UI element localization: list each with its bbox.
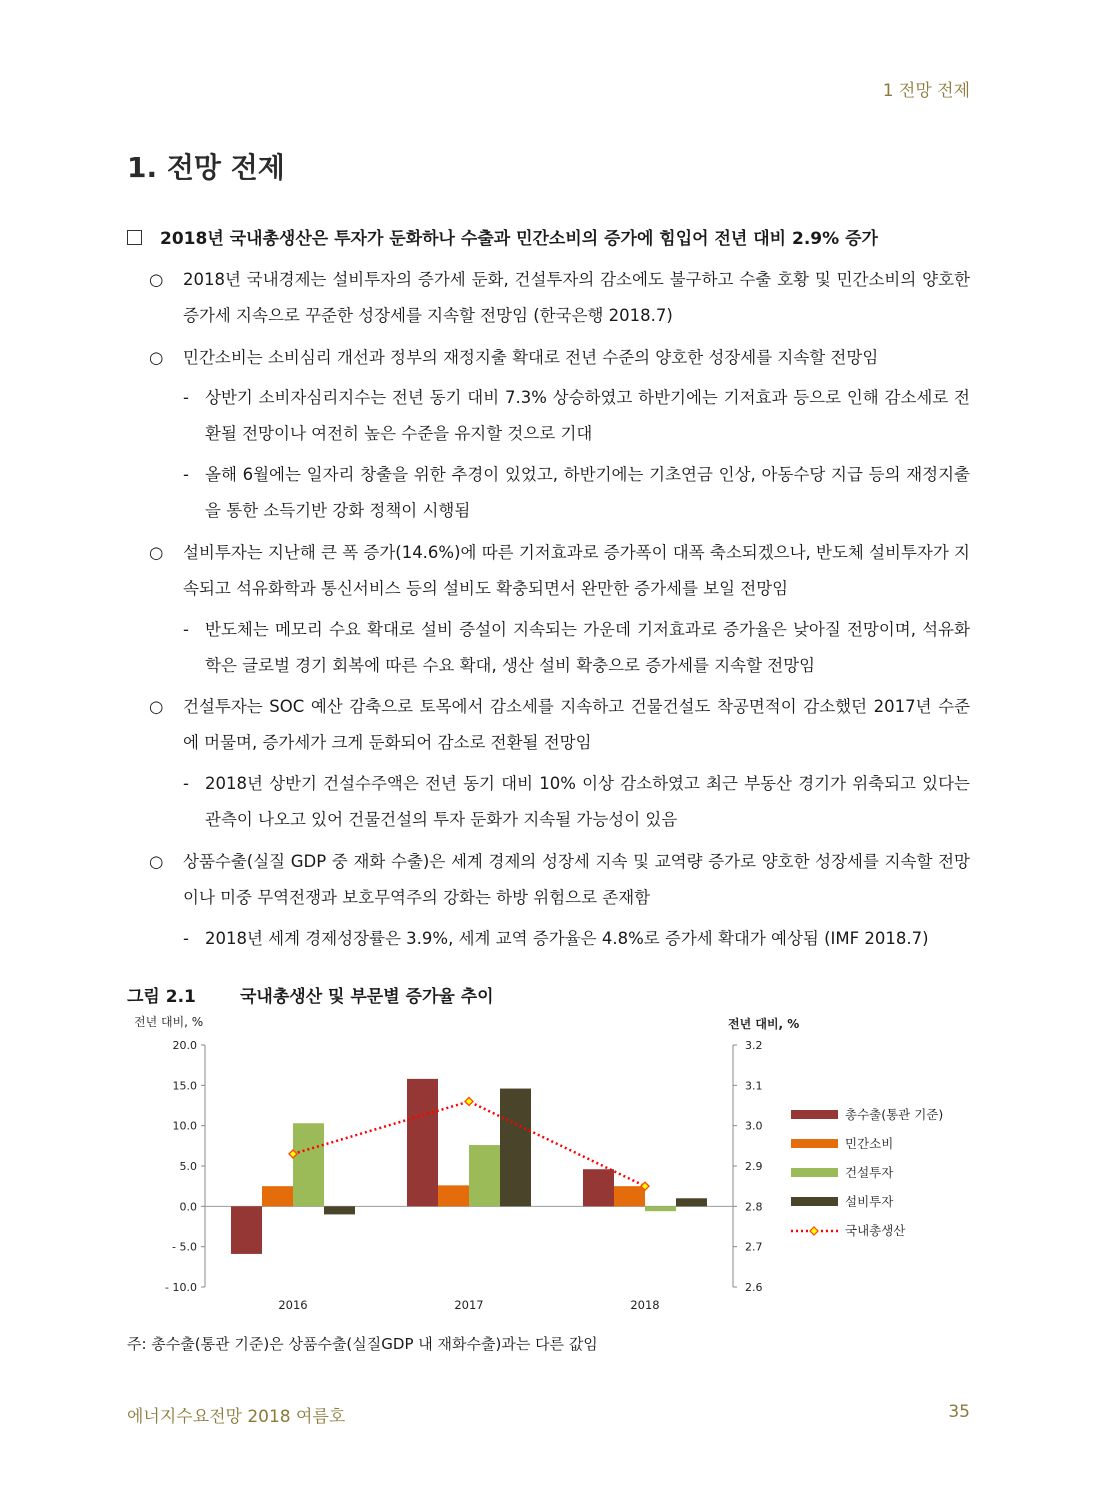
bar-3 [645, 1206, 676, 1211]
y2-tick-label: 3.1 [745, 1079, 763, 1093]
bar-4 [676, 1198, 707, 1206]
y2-tick-label: 2.6 [745, 1281, 763, 1294]
y-tick-label: 0.0 [179, 1200, 197, 1214]
circle-bullet-icon: ○ [149, 348, 164, 367]
legend-label: 민간소비 [845, 1136, 894, 1151]
x-tick-label: 2017 [454, 1298, 484, 1312]
figure-note: 주: 총수출(통관 기준)은 상품수출(실질GDP 내 재화수출)과는 다른 값임 [127, 1335, 598, 1353]
dash-item: - 올해 6월에는 일자리 창출을 위한 추경이 있었고, 하반기에는 기초연금 인상, 아동수당 지급 등의 재정지출을 통한 소득기반 강화 정책이 시행됨 [205, 457, 970, 529]
legend-label: 총수출(통관 기준) [845, 1107, 944, 1122]
bullet-item: ○ 건설투자는 SOC 예산 감축으로 토목에서 감소세를 지속하고 건물건설도 착공면적이 감소했던 2017년 수준에 머물며, 증가세가 크게 둔화되어 감소로 전환될 전망임 [183, 689, 970, 761]
y2-tick-label: 3.2 [745, 1039, 763, 1052]
y2-ticks [733, 1039, 763, 1294]
bar-1 [407, 1079, 438, 1206]
bullet-item: ○ 2018년 국내경제는 설비투자의 증가세 둔화, 건설투자의 감소에도 불구하고 수출 호황 및 민간소비의 양호한 증가세 지속으로 꾸준한 성장세를 지속할 전망임 (한국은행 2018.7) [183, 262, 970, 334]
running-header: 1 전망 전제 [882, 81, 970, 101]
bar-1 [583, 1169, 614, 1206]
gdp-point [465, 1097, 473, 1105]
y2-tick-label: 3.0 [745, 1119, 763, 1133]
bar-4 [324, 1206, 355, 1214]
circle-bullet-icon: ○ [149, 270, 164, 289]
legend-swatch [791, 1110, 838, 1119]
legend [791, 1107, 943, 1238]
dash-item: - 2018년 세계 경제성장률은 3.9%, 세계 교역 증가율은 4.8%로 증가세 확대가 예상됨 (IMF 2018.7) [205, 921, 970, 957]
circle-bullet-icon: ○ [149, 543, 164, 562]
bar-3 [293, 1123, 324, 1206]
figure-label: 그림 2.1 [127, 987, 196, 1007]
bullet-item: ○ 상품수출(실질 GDP 중 재화 수출)은 세계 경제의 성장세 지속 및 교역량 증가로 양호한 성장세를 지속할 전망이나 미중 무역전쟁과 보호무역주의 강화는 하방 위험으로 존재함 [183, 844, 970, 916]
dash-item: - 반도체는 메모리 수요 확대로 설비 증설이 지속되는 가운데 기저효과로 증가율은 낮아질 전망이며, 석유화학은 글로벌 경기 회복에 따른 수요 확대, 생산 설비 확충으로 증가세를 지속할 전망임 [205, 612, 970, 684]
bar-2 [262, 1186, 293, 1206]
bullet-item: ○ 민간소비는 소비심리 개선과 정부의 재정지출 확대로 전년 수준의 양호한 성장세를 지속할 전망임 [183, 340, 970, 376]
bar-3 [469, 1145, 500, 1206]
footer-publication: 에너지수요전망 2018 여름호 [127, 1407, 346, 1427]
dash-bullet-icon: - [183, 774, 189, 793]
dash-item: - 2018년 상반기 건설수주액은 전년 동기 대비 10% 이상 감소하였고 최근 부동산 경기가 위축되고 있다는 관측이 나오고 있어 건물건설의 투자 둔화가 지속될 가능성이 있음 [205, 766, 970, 838]
headline [127, 224, 977, 249]
gdp-growth-chart [0, 1008, 1098, 1328]
y2-axis-label: 전년 대비, % [728, 1017, 800, 1031]
dash-bullet-icon: - [183, 929, 189, 948]
legend-marker [810, 1227, 818, 1235]
legend-label: 설비투자 [845, 1194, 894, 1209]
dash-item: - 상반기 소비자심리지수는 전년 동기 대비 7.3% 상승하였고 하반기에는 기저효과 등으로 인해 감소세로 전환될 전망이나 여전히 높은 수준을 유지할 것으로 기대 [205, 380, 970, 452]
x-tick-label: 2016 [278, 1298, 308, 1312]
dash-bullet-icon: - [183, 465, 189, 484]
y-ticks [165, 1039, 205, 1294]
page-number: 35 [948, 1402, 970, 1422]
y-tick-label: 5.0 [179, 1160, 197, 1173]
figure-title: 국내총생산 및 부문별 증가율 추이 [240, 987, 494, 1007]
circle-bullet-icon: ○ [149, 852, 164, 871]
legend-label: 국내총생산 [845, 1223, 906, 1238]
legend-swatch [791, 1139, 838, 1148]
square-bullet-icon [127, 230, 142, 245]
x-tick-label: 2018 [630, 1298, 660, 1312]
y-tick-label: 15.0 [172, 1079, 197, 1093]
y-axis-label: 전년 대비, % [134, 1015, 204, 1029]
bar-1 [231, 1206, 262, 1254]
dash-bullet-icon: - [183, 388, 189, 407]
y2-tick-label: 2.8 [745, 1200, 763, 1214]
dash-bullet-icon: - [183, 620, 189, 639]
section-title: 1. 전망 전제 [127, 151, 285, 184]
legend-label: 건설투자 [845, 1165, 894, 1180]
legend-swatch [791, 1168, 838, 1177]
bar-2 [438, 1185, 469, 1206]
y-tick-label: - 10.0 [165, 1281, 197, 1294]
legend-swatch [791, 1197, 838, 1206]
y-tick-label: 10.0 [172, 1119, 197, 1133]
y2-tick-label: 2.7 [745, 1240, 763, 1254]
y-tick-label: - 5.0 [172, 1240, 197, 1254]
bar-4 [500, 1089, 531, 1207]
y-tick-label: 20.0 [172, 1039, 197, 1052]
x-ticks [278, 1298, 659, 1312]
y2-tick-label: 2.9 [745, 1160, 763, 1173]
headline-text: 2018년 국내총생산은 투자가 둔화하나 수출과 민간소비의 증가에 힘입어 전년 대비 2.9% 증가 [160, 229, 878, 249]
bullet-item: ○ 설비투자는 지난해 큰 폭 증가(14.6%)에 따른 기저효과로 증가폭이 대폭 축소되겠으나, 반도체 설비투자가 지속되고 석유화학과 통신서비스 등의 설비도 확충되면서 완만한 증가세를 보일 전망임 [183, 535, 970, 607]
bar-2 [614, 1186, 645, 1206]
circle-bullet-icon: ○ [149, 697, 164, 716]
